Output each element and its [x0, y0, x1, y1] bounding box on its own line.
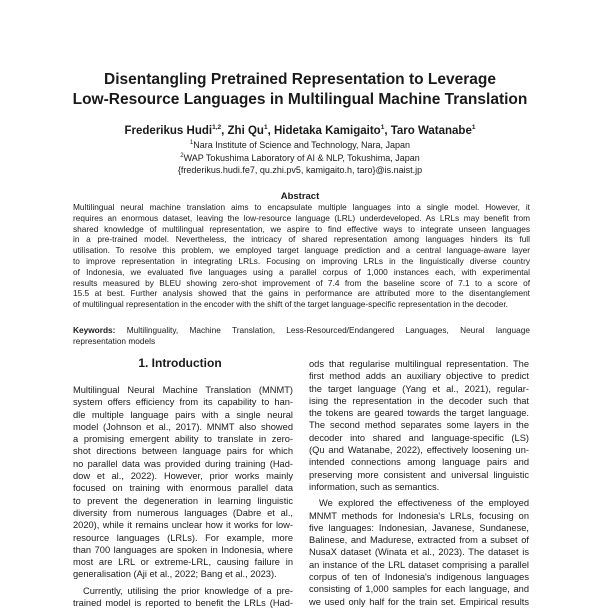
author-emails: {frederikus.hudi.fe7, qu.zhi.pv5, kamigaito.h, taro}@is.naist.jp — [177, 165, 423, 175]
abstract-line: to improve representation in integrating LRLs. Focusing on improving LRLs in the linguistically diverse country — [73, 255, 530, 266]
abstract-line: results measured by BLEU showing zero-shot improvement of 7.4 from the baseline score of 7.1 to a score of — [73, 277, 530, 288]
author-list — [40, 124, 560, 138]
body-line: ising the representation in the decoder such that — [309, 395, 529, 406]
abstract-body — [73, 202, 530, 310]
author-name: Zhi Qu — [227, 125, 264, 137]
author-affil-mark: 1 — [380, 124, 385, 132]
author-separator: , — [384, 125, 391, 137]
keywords-line: representation models — [73, 335, 156, 346]
body-line: ods that regularise multilingual representation. The — [309, 359, 529, 369]
body-line: five languages: Indonesian, Javanese, Sundanese, — [309, 522, 529, 533]
body-line: decoder into shared and language-specific (LS) — [309, 432, 529, 443]
author-separator: , — [267, 125, 274, 137]
affiliation-text: WAP Tokushima Laboratory of AI & NLP, Tokushima, Japan — [183, 152, 420, 163]
affiliation-line — [40, 152, 560, 165]
author-separator: , — [221, 125, 228, 137]
body-line: MNMT methods for Indonesia's LRLs, focusing on — [309, 510, 529, 521]
keywords-text: Multilinguality, Machine Translation, Less-Resourced/Endangered Languages, Neural language — [126, 325, 530, 335]
body-line: 2020), while it remains unclear how it works for low- — [73, 520, 293, 531]
body-line: consisting of 1,000 samples for each language, and — [309, 584, 529, 595]
body-line: (Qu and Watanabe, 2022), effectively loosening un- — [309, 445, 529, 456]
keywords — [73, 325, 530, 347]
body-line: Balinese, and Madurese, extracted from a subset of — [309, 535, 529, 546]
body-line: resource languages (LRLs). For example, more — [73, 532, 293, 543]
body-line: to prevent the degeneration in learning linguistic — [73, 495, 293, 506]
abstract-line: of multilingual representation in the encoder with the shift of the target language-specific representation in the decoder. — [73, 299, 508, 310]
abstract-line: in a pre-trained model. Nevertheless, the intricacy of shared representation among languages hinders its full — [73, 234, 530, 245]
body-line: the target language (Yang et al., 2021), regular- — [309, 383, 529, 394]
section-heading: 1. Introduction — [138, 356, 222, 370]
affiliation-text: Nara Institute of Science and Technology, Nara, Japan — [193, 140, 411, 150]
body-line: information, such as semantics. — [309, 481, 440, 492]
author-name: Frederikus Hudi — [124, 125, 213, 137]
body-line: NusaX dataset (Winata et al., 2023). The dataset is — [309, 547, 529, 558]
body-line: dle multiple language pairs with a single neural — [73, 409, 293, 420]
author-affil-mark: 1,2 — [212, 124, 222, 132]
author-affil-mark: 1 — [263, 124, 268, 132]
right-column — [309, 358, 529, 608]
body-line: preserving more consistent and universal linguistic — [309, 469, 529, 480]
body-line: a promising emergent ability to translate in zero- — [73, 434, 293, 445]
affiliation-mark: 1 — [189, 140, 194, 146]
body-line: trained model is reported to benefit the LRLs (Had- — [73, 598, 293, 609]
body-line: generalisation (Aji et al., 2022; Bang et al., 2023). — [73, 569, 277, 580]
body-line: model (Johnson et al., 2017). MNMT also showed — [73, 421, 293, 432]
paper-title — [40, 70, 560, 110]
body-line: first method adds an auxiliary objective to predict — [309, 371, 529, 382]
body-line: shot directions between language pairs for which — [73, 446, 293, 457]
body-line: corpus of ten of Indonesia's indigenous languages — [309, 572, 529, 583]
body-line: focused on training with enormous parallel data — [73, 483, 293, 494]
abstract-line: shared knowledge of multilingual representation, we aspire to find effective ways to integrate unseen languages — [73, 223, 530, 234]
body-line: an instance of the LRL dataset comprising a parallel — [309, 559, 529, 570]
body-line: most are LRL or extreme-LRL, causing failure in — [73, 557, 293, 568]
body-line: The second method separates some layers in the — [309, 420, 529, 431]
left-column — [73, 384, 293, 609]
affiliation-line — [40, 139, 560, 152]
abstract-line: Multilingual neural machine translation aims to encapsulate multiple languages into a single model. However, it — [73, 202, 530, 212]
affiliations — [40, 139, 560, 177]
title-line: Low-Resource Languages in Multilingual Machine Translation — [72, 91, 528, 108]
keywords-label: Keywords: — [73, 325, 116, 335]
author-name: Taro Watanabe — [390, 125, 472, 137]
body-line: than 700 languages are spoken in Indonesia, where — [73, 544, 293, 555]
body-line: dow et al., 2022). However, prior works mainly — [73, 471, 293, 482]
body-line: the tokens are geared towards the target language. — [309, 408, 529, 419]
body-line: intended connections among language pairs and — [309, 457, 529, 468]
abstract-line: 15.5 at best. Further analysis showed that the gains in performance are attributed more to the disentanglement — [73, 288, 530, 299]
abstract-heading: Abstract — [280, 191, 320, 202]
affiliation-mark: 2 — [180, 152, 184, 159]
author-affil-mark: 1 — [471, 124, 476, 132]
body-line: system offers efficiency from its capability to han- — [73, 397, 293, 408]
author-name: Hidetaka Kamigaito — [273, 125, 381, 137]
body-line: diversity from numerous languages (Dabre et al., — [73, 507, 293, 518]
abstract-line: utilisation. To resolve this problem, we employed target language prediction and a central language-aware layer — [73, 245, 530, 256]
body-line: We explored the effectiveness of the employed — [319, 498, 529, 509]
title-line: Disentangling Pretrained Representation to Leverage — [104, 71, 496, 88]
body-line: Currently, utilising the prior knowledge of a pre- — [83, 585, 293, 596]
body-line: we used only half for the train set. Empirical results — [309, 596, 529, 607]
keywords-line — [73, 325, 530, 336]
body-line: Multilingual Neural Machine Translation (MNMT) — [73, 385, 293, 395]
abstract-line: of Indonesia, we evaluated five languages using a parallel corpus of 1,000 instances each, with experimental — [73, 266, 530, 277]
abstract-line: requires an enormous dataset, leaving the low-resource language (LRL) underdeveloped. As LRLs may benefit from — [73, 212, 530, 223]
body-line: no parallel data was provided during training (Had- — [73, 458, 293, 469]
